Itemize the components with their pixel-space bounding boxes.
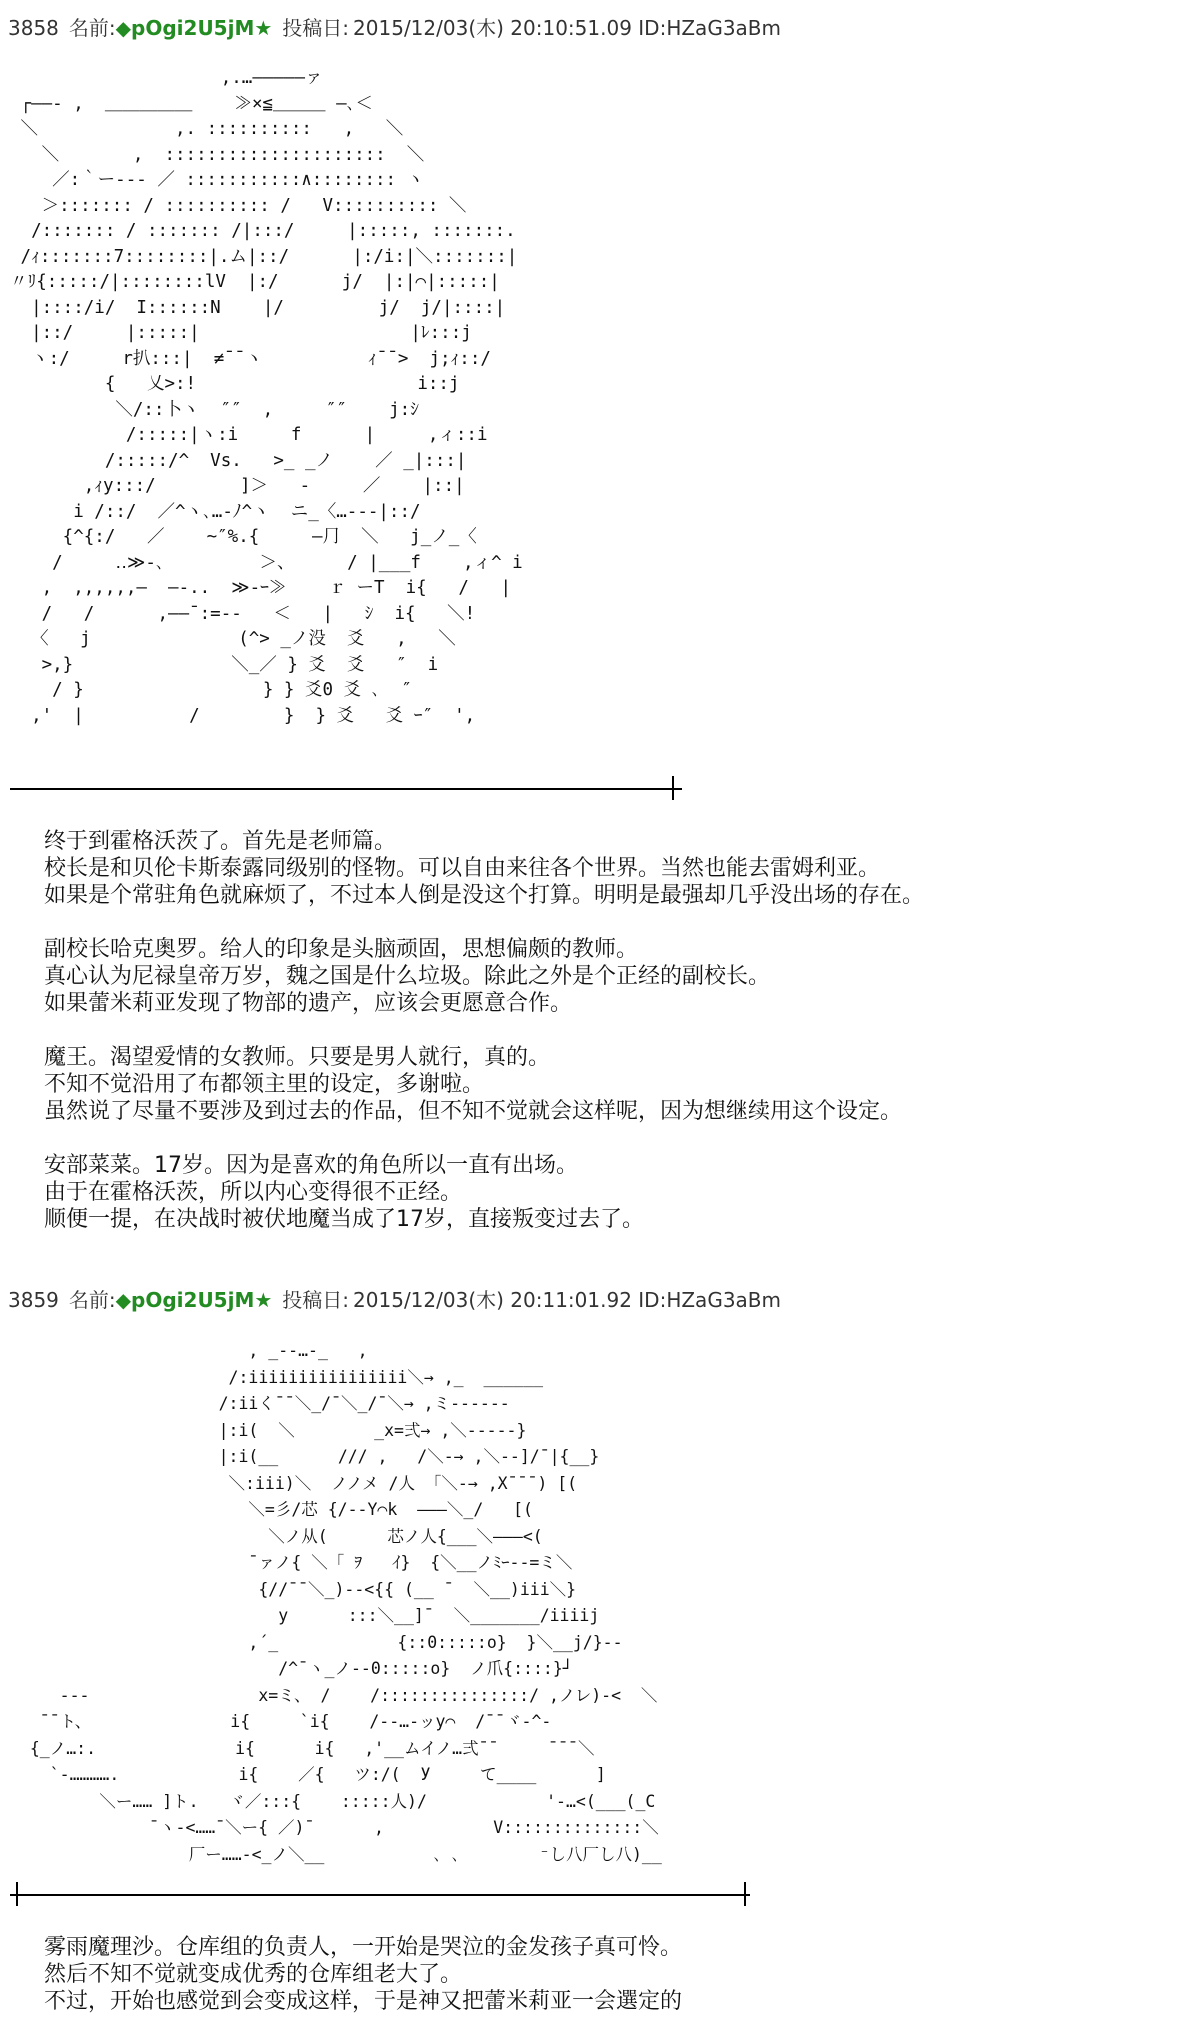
name-label: 名前: <box>68 1288 116 1312</box>
paragraph <box>44 1152 1164 1233</box>
post-body <box>44 828 1164 1260</box>
post-date: 2015/12/03(木) 20:11:01.92 <box>353 1288 632 1312</box>
text-line: 如果是个常驻角色就麻烦了，不过本人倒是没这个打算。明明是最强却几乎没出场的存在。 <box>44 883 925 908</box>
text-line: 由于在霍格沃茨，所以内心变得很不正经。 <box>44 1180 463 1205</box>
poster-id[interactable]: ID:HZaG3aBm <box>638 1288 781 1312</box>
separator-line <box>10 1894 750 1896</box>
separator-line <box>10 788 682 790</box>
text-line: 校长是和贝伦卡斯泰露同级别的怪物。可以自由来往各个世界。当然也能去雷姆利亚。 <box>44 856 881 881</box>
text-line: 魔王。渴望爱情的女教师。只要是男人就行，真的。 <box>44 1045 551 1070</box>
poster-trip[interactable]: ◆pOgi2U5jM <box>115 1288 255 1312</box>
separator-tick <box>672 776 674 800</box>
separator-tick <box>744 1882 746 1906</box>
ascii-art-illustration: , _--…-_ , /:iiiiiiiiiiiiiiii＼→ ,_ ______ /:iiく¯¯＼_/¯＼_/¯＼→ ,ミ------ |:i( ＼ _x=弍→ ,＼-----} |:i(__ /// , /＼-→ ,＼--]/¯|{__} ＼:iii)＼ ノノメ /人 「＼-→ ,X¯¯¯) [( ＼=彡/芯 {/--Y⌒k ―――＼_/ [( ＼ノ从( 芯ノ人{___＼―――<( ¯ァノ{ ＼「 ｦ ｲ} {＼__ノﾐｰ--=ミ＼ {//¯¯＼_)--<{{ (__ ¯ ＼__)iii＼} y :::＼__]¯ ＼_______/iiiij ,´_ {::0:::::o} }＼__j/}-- /^¯ヽ_ノ--0:::::o} ノ爪{::::}┘ --- x=ミ、 / /:::::::::::::::/ ,ノレ)-< ＼ ¯¯ト、 i{ `i{ /--…-ッy⌒ /¯¯ヾ-^- {_ノ…:. i{ i{ ,'__ムイノ…弍¯¯ ¯¯¯＼ `-…………. i{ ／{ ツ:/( У て____ ] ＼ー…… ]ト. ヾ／:::{ :::::人)/ '-…<(___(_C ¯ヽ-<……¯＼ー{ ／)¯ , V::::::::::::::＼ 厂ー……-<_ノ＼__ ､ ､ ⁻し八厂し八)__ <box>29 1341 662 1864</box>
poster-trip[interactable]: ◆pOgi2U5jM <box>115 16 255 40</box>
text-line: 顺便一提，在决战时被伏地魔当成了17岁，直接叛变过去了。 <box>44 1207 644 1232</box>
name-label: 名前: <box>68 16 116 40</box>
paragraph <box>44 936 1164 1017</box>
text-line: 如果蕾米莉亚发现了物部的遗产，应该会更愿意合作。 <box>44 991 573 1016</box>
date-label: 投稿日: <box>282 1288 350 1312</box>
post-body <box>44 1934 1164 2042</box>
post-header <box>8 1286 781 1314</box>
star-icon: ★ <box>254 16 273 40</box>
text-line: 安部菜菜。17岁。因为是喜欢的角色所以一直有出场。 <box>44 1153 578 1178</box>
post-number: 3859 <box>8 1288 59 1312</box>
paragraph <box>44 1044 1164 1125</box>
poster-id[interactable]: ID:HZaG3aBm <box>638 16 781 40</box>
separator-tick <box>16 1882 18 1906</box>
star-icon: ★ <box>254 1288 273 1312</box>
text-line: 副校长哈克奥罗。给人的印象是头脑顽固，思想偏颇的教师。 <box>44 937 639 962</box>
text-line: 不过，开始也感觉到会变成这样，于是神又把蕾米莉亚一会選定的 <box>44 1989 683 2014</box>
text-line: 不知不觉沿用了布都领主里的设定，多谢啦。 <box>44 1072 485 1097</box>
text-line: 然后不知不觉就变成优秀的仓库组老大了。 <box>44 1962 463 1987</box>
date-label: 投稿日: <box>282 16 350 40</box>
post-number: 3858 <box>8 16 59 40</box>
text-line: 雾雨魔理沙。仓库组的负责人，一开始是哭泣的金发孩子真可怜。 <box>44 1935 683 1960</box>
post-header <box>8 14 781 42</box>
text-line: 虽然说了尽量不要涉及到过去的作品，但不知不觉就会这样呢，因为想继续用这个设定。 <box>44 1099 903 1124</box>
paragraph <box>44 1934 1164 2015</box>
text-line: 真心认为尼禄皇帝万岁，魏之国是什么垃圾。除此之外是个正经的副校长。 <box>44 964 771 989</box>
paragraph <box>44 828 1164 909</box>
post-date: 2015/12/03(木) 20:10:51.09 <box>353 16 632 40</box>
text-line: 终于到霍格沃茨了。首先是老师篇。 <box>44 829 397 854</box>
ascii-art-illustration: ,.…―――――ァ ┌――‐ , ＿＿＿＿＿ ≫×≦＿＿＿ ―､＜ ＼ ,. :::::::::: , ＼ ＼ , ::::::::::::::::::::: ＼ ／:｀ー--- ／ :::::::::::∧:::::::: ヽ ＞::::::: / :::::::::: / V:::::::::: ＼ /::::::: / ::::::: /|:::/ |:::::, :::::::. /ｨ:::::::7::::::::|.ム|::/ |:/i:|＼:::::::| 〃ﾘ{:::::/|::::::::lV |:/ j/ |:|⌒|:::::| |::::/i/ I::::::N |/ j/ j/|::::| |::/ |:::::| |ﾚ:::j ヽ:/ r扒:::| ≠¯¯ヽ ｨ¯¯> j;ｨ::/ { 乂>:! i::j ＼/::卜ヽ ″″ , ″″ j:ｼ /:::::|ヽ:i f | ,ィ::i /:::::/^ Vs. >_ _ノ ／ _|:::| ,ｨy:::/ ]＞ ‐ ／ |::| i /::/ ／^ヽ､…-ﾉ^ヽ ニ_〈…---|::/ {^{:/ ／ ~″%.{ ―⺆ ＼ j_ノ_〈 / ‥≫-､ ＞、 / |___f ,ィ^ i , ,,,,,,― ―-.. ≫-ｰ≫ ｒ ーT i{ / | / / ,――¯:=-- ＜ | ｼ i{ ＼! 〈 j (^> _ノ没 爻 , ＼ >,} ＼_／ } 爻 爻 ″ i / } } } 爻0 爻 ､ ″ ,' | / } } 爻 爻 ｰ″ ', <box>10 68 523 726</box>
